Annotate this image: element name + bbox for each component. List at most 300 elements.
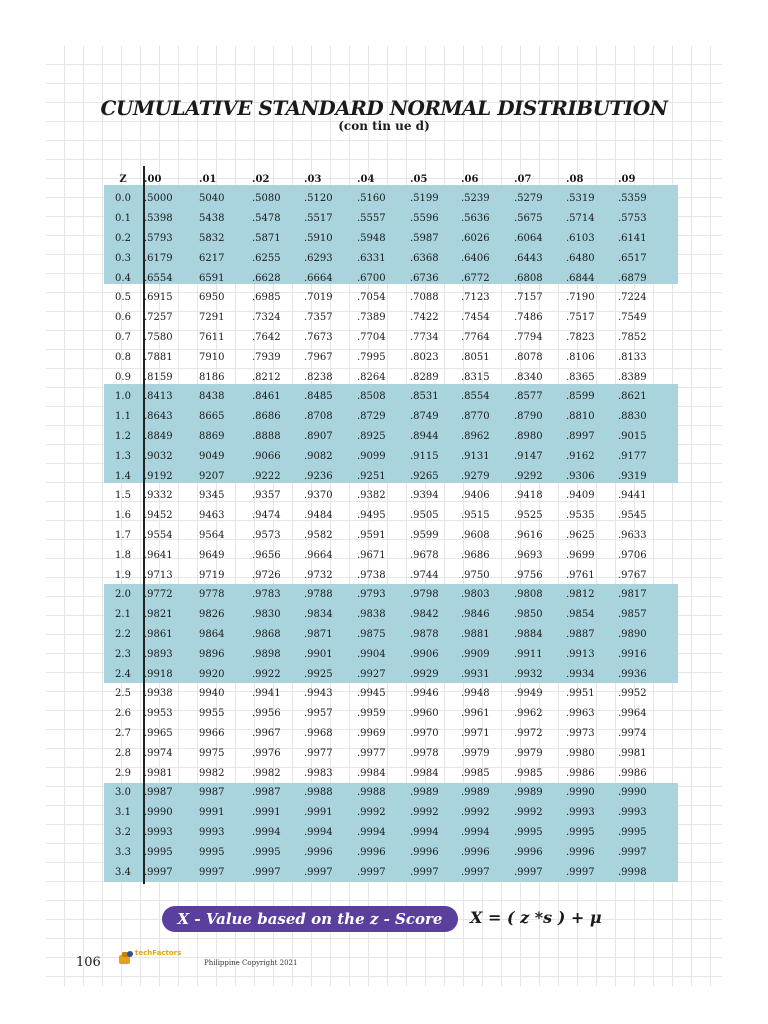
- probability-cell: .9941: [252, 688, 281, 699]
- table-row: [104, 427, 678, 446]
- probability-cell: .9995: [566, 827, 595, 838]
- table-row: [104, 387, 678, 406]
- probability-cell: .8238: [304, 372, 333, 383]
- probability-cell: .9993: [144, 827, 173, 838]
- table-row: [104, 724, 678, 743]
- table-row: [104, 566, 678, 585]
- probability-cell: .9992: [357, 807, 386, 818]
- column-header: .09: [618, 174, 636, 185]
- probability-cell: .9971: [461, 728, 490, 739]
- probability-cell: .9922: [252, 669, 281, 680]
- probability-cell: .9177: [618, 451, 647, 462]
- probability-cell: .7939: [252, 352, 281, 363]
- probability-cell: .9996: [357, 847, 386, 858]
- probability-cell: .9633: [618, 530, 647, 541]
- table-row: [104, 605, 678, 624]
- probability-cell: .6443: [514, 253, 543, 264]
- table-row: [104, 447, 678, 466]
- probability-cell: .9976: [252, 748, 281, 759]
- probability-cell: .5199: [410, 193, 439, 204]
- probability-cell: .7642: [252, 332, 281, 343]
- probability-cell: .9868: [252, 629, 281, 640]
- probability-cell: .8686: [252, 411, 281, 422]
- probability-cell: .9997: [566, 867, 595, 878]
- probability-cell: .9984: [410, 768, 439, 779]
- probability-cell: .5596: [410, 213, 439, 224]
- probability-cell: .9979: [514, 748, 543, 759]
- probability-cell: .5000: [144, 193, 173, 204]
- probability-cell: .9997: [252, 867, 281, 878]
- probability-cell: .9983: [304, 768, 333, 779]
- z-value: 2.1: [115, 609, 131, 620]
- column-header: .06: [461, 174, 479, 185]
- probability-cell: .9222: [252, 471, 281, 482]
- probability-cell: 5040: [199, 193, 225, 204]
- probability-cell: .9995: [144, 847, 173, 858]
- probability-cell: .8389: [618, 372, 647, 383]
- probability-cell: .9994: [410, 827, 439, 838]
- table-row: [104, 368, 678, 387]
- column-header: .03: [304, 174, 322, 185]
- probability-cell: .9830: [252, 609, 281, 620]
- probability-cell: .9803: [461, 589, 490, 600]
- probability-cell: .9994: [304, 827, 333, 838]
- probability-cell: 8665: [199, 411, 225, 422]
- probability-cell: .8708: [304, 411, 333, 422]
- probability-cell: .9761: [566, 570, 595, 581]
- probability-cell: .9998: [618, 867, 647, 878]
- probability-cell: .8577: [514, 391, 543, 402]
- probability-cell: .7794: [514, 332, 543, 343]
- probability-cell: 6591: [199, 273, 225, 284]
- probability-cell: .9911: [514, 649, 543, 660]
- probability-cell: .9032: [144, 451, 173, 462]
- logo-text: techFactors: [135, 949, 182, 957]
- probability-cell: .9505: [410, 510, 439, 521]
- probability-cell: .9265: [410, 471, 439, 482]
- probability-cell: .6255: [252, 253, 281, 264]
- probability-cell: .6026: [461, 233, 490, 244]
- page-title: CUMULATIVE STANDARD NORMAL DISTRIBUTION: [100, 96, 668, 120]
- probability-cell: 9975: [199, 748, 225, 759]
- probability-cell: .8106: [566, 352, 595, 363]
- probability-cell: .9732: [304, 570, 333, 581]
- probability-cell: .9616: [514, 530, 543, 541]
- table-row: [104, 783, 678, 802]
- probability-cell: .9671: [357, 550, 386, 561]
- z-value: 2.5: [115, 688, 131, 699]
- probability-cell: .9977: [357, 748, 386, 759]
- probability-cell: .8023: [410, 352, 439, 363]
- probability-cell: .9678: [410, 550, 439, 561]
- probability-cell: .9989: [461, 787, 490, 798]
- probability-cell: .7422: [410, 312, 439, 323]
- probability-cell: 6217: [199, 253, 225, 264]
- probability-cell: .9988: [304, 787, 333, 798]
- probability-cell: .9821: [144, 609, 173, 620]
- probability-cell: .8830: [618, 411, 647, 422]
- probability-cell: .8790: [514, 411, 543, 422]
- probability-cell: .9992: [461, 807, 490, 818]
- probability-cell: .8413: [144, 391, 173, 402]
- probability-cell: .7881: [144, 352, 173, 363]
- z-value: 1.1: [115, 411, 131, 422]
- probability-cell: .9788: [304, 589, 333, 600]
- probability-cell: .9952: [618, 688, 647, 699]
- probability-cell: .5517: [304, 213, 333, 224]
- table-row: [104, 189, 678, 208]
- probability-cell: .9957: [304, 708, 333, 719]
- probability-cell: .7580: [144, 332, 173, 343]
- probability-cell: .9881: [461, 629, 490, 640]
- z-value: 0.0: [115, 193, 131, 204]
- table-row: [104, 704, 678, 723]
- probability-cell: .9115: [410, 451, 439, 462]
- z-value: 1.7: [115, 530, 131, 541]
- probability-cell: .7357: [304, 312, 333, 323]
- probability-cell: .9987: [144, 787, 173, 798]
- probability-cell: .9015: [618, 431, 647, 442]
- probability-cell: .9452: [144, 510, 173, 521]
- probability-cell: .9918: [144, 669, 173, 680]
- probability-cell: .5910: [304, 233, 333, 244]
- z-value: 3.0: [115, 787, 131, 798]
- probability-cell: .9890: [618, 629, 647, 640]
- probability-cell: .9656: [252, 550, 281, 561]
- probability-cell: .9850: [514, 609, 543, 620]
- probability-cell: .9756: [514, 570, 543, 581]
- probability-cell: .9783: [252, 589, 281, 600]
- probability-cell: .9951: [566, 688, 595, 699]
- probability-cell: .9988: [357, 787, 386, 798]
- probability-cell: .9251: [357, 471, 386, 482]
- probability-cell: .9997: [304, 867, 333, 878]
- probability-cell: .7549: [618, 312, 647, 323]
- probability-cell: .9981: [618, 748, 647, 759]
- probability-cell: .8078: [514, 352, 543, 363]
- table-row: [104, 684, 678, 703]
- table-row: [104, 407, 678, 426]
- z-value: 1.2: [115, 431, 131, 442]
- probability-cell: 9564: [199, 530, 225, 541]
- probability-cell: 9778: [199, 589, 225, 600]
- probability-cell: .7995: [357, 352, 386, 363]
- probability-cell: .6772: [461, 273, 490, 284]
- probability-cell: .9798: [410, 589, 439, 600]
- probability-cell: .9693: [514, 550, 543, 561]
- column-header: .02: [252, 174, 270, 185]
- probability-cell: .9996: [461, 847, 490, 858]
- probability-cell: 9966: [199, 728, 225, 739]
- probability-cell: 9955: [199, 708, 225, 719]
- probability-cell: .9484: [304, 510, 333, 521]
- probability-cell: .9990: [144, 807, 173, 818]
- table-row: [104, 863, 678, 882]
- table-row: [104, 229, 678, 248]
- probability-cell: .7517: [566, 312, 595, 323]
- probability-cell: .9162: [566, 451, 595, 462]
- z-value: 1.0: [115, 391, 131, 402]
- probability-cell: .9082: [304, 451, 333, 462]
- probability-cell: .9686: [461, 550, 490, 561]
- probability-cell: .9744: [410, 570, 439, 581]
- probability-cell: 5832: [199, 233, 225, 244]
- probability-cell: .5714: [566, 213, 595, 224]
- table-row: [104, 348, 678, 367]
- probability-cell: .5871: [252, 233, 281, 244]
- probability-cell: .6517: [618, 253, 647, 264]
- probability-cell: .9969: [357, 728, 386, 739]
- z-value: 1.6: [115, 510, 131, 521]
- probability-cell: .9713: [144, 570, 173, 581]
- probability-cell: .9332: [144, 490, 173, 501]
- probability-cell: 9864: [199, 629, 225, 640]
- probability-cell: 7611: [199, 332, 225, 343]
- table-header-row: [104, 170, 678, 189]
- probability-cell: .6141: [618, 233, 647, 244]
- formula-equation: X = ( z *s ) + μ: [470, 908, 602, 927]
- probability-cell: 9997: [199, 867, 225, 878]
- z-value: 2.3: [115, 649, 131, 660]
- probability-cell: .7673: [304, 332, 333, 343]
- probability-cell: .9989: [410, 787, 439, 798]
- probability-cell: .9927: [357, 669, 386, 680]
- table-row: [104, 823, 678, 842]
- probability-cell: 9920: [199, 669, 225, 680]
- probability-cell: .9916: [618, 649, 647, 660]
- probability-cell: 6950: [199, 292, 225, 303]
- probability-cell: .8264: [357, 372, 386, 383]
- probability-cell: .8621: [618, 391, 647, 402]
- table-row: [104, 506, 678, 525]
- probability-cell: .9984: [357, 768, 386, 779]
- table-row: [104, 744, 678, 763]
- column-header: .05: [410, 174, 428, 185]
- column-header: .00: [144, 174, 162, 185]
- probability-cell: 9993: [199, 827, 225, 838]
- probability-cell: .9382: [357, 490, 386, 501]
- probability-cell: .9904: [357, 649, 386, 660]
- probability-cell: .5080: [252, 193, 281, 204]
- z-value: 0.9: [115, 372, 131, 383]
- probability-cell: .9991: [304, 807, 333, 818]
- probability-cell: .7088: [410, 292, 439, 303]
- table-row: [104, 249, 678, 268]
- probability-cell: .9962: [514, 708, 543, 719]
- probability-cell: .8997: [566, 431, 595, 442]
- probability-cell: .5557: [357, 213, 386, 224]
- probability-cell: .5239: [461, 193, 490, 204]
- formula-label: X - Value based on the z - Score: [177, 910, 443, 928]
- probability-cell: .9996: [304, 847, 333, 858]
- table-row: [104, 209, 678, 228]
- probability-cell: .9964: [618, 708, 647, 719]
- probability-cell: .9986: [618, 768, 647, 779]
- probability-cell: .9986: [566, 768, 595, 779]
- probability-cell: .6700: [357, 273, 386, 284]
- probability-cell: .9906: [410, 649, 439, 660]
- probability-cell: .9066: [252, 451, 281, 462]
- probability-cell: 9463: [199, 510, 225, 521]
- probability-cell: .9992: [514, 807, 543, 818]
- probability-cell: .6064: [514, 233, 543, 244]
- z-value: 2.6: [115, 708, 131, 719]
- probability-cell: 9896: [199, 649, 225, 660]
- probability-cell: 7910: [199, 352, 225, 363]
- probability-cell: .9772: [144, 589, 173, 600]
- probability-cell: .7704: [357, 332, 386, 343]
- probability-cell: 7291: [199, 312, 225, 323]
- probability-cell: .9997: [410, 867, 439, 878]
- z-value: 1.4: [115, 471, 131, 482]
- probability-cell: .9987: [252, 787, 281, 798]
- z-value: 2.4: [115, 669, 131, 680]
- probability-cell: .8461: [252, 391, 281, 402]
- probability-cell: .9989: [514, 787, 543, 798]
- probability-cell: .9319: [618, 471, 647, 482]
- table-row: [104, 328, 678, 347]
- probability-cell: .9861: [144, 629, 173, 640]
- probability-cell: .9554: [144, 530, 173, 541]
- probability-cell: .9893: [144, 649, 173, 660]
- z-value: 0.5: [115, 292, 131, 303]
- probability-cell: .9996: [410, 847, 439, 858]
- probability-cell: .5636: [461, 213, 490, 224]
- probability-cell: .9938: [144, 688, 173, 699]
- z-value: 0.1: [115, 213, 131, 224]
- probability-cell: .9997: [357, 867, 386, 878]
- probability-cell: .6844: [566, 273, 595, 284]
- probability-cell: .8051: [461, 352, 490, 363]
- probability-cell: .9996: [514, 847, 543, 858]
- probability-cell: .6808: [514, 273, 543, 284]
- z-value: 3.2: [115, 827, 131, 838]
- probability-cell: .9997: [618, 847, 647, 858]
- probability-cell: .6480: [566, 253, 595, 264]
- probability-cell: .6331: [357, 253, 386, 264]
- publisher-logo: [117, 947, 197, 971]
- probability-cell: .7123: [461, 292, 490, 303]
- probability-cell: .8944: [410, 431, 439, 442]
- table-row: [104, 486, 678, 505]
- probability-cell: .9965: [144, 728, 173, 739]
- z-value: 2.2: [115, 629, 131, 640]
- probability-cell: .9599: [410, 530, 439, 541]
- probability-cell: .6406: [461, 253, 490, 264]
- probability-cell: .9993: [566, 807, 595, 818]
- probability-cell: 9826: [199, 609, 225, 620]
- probability-cell: .5279: [514, 193, 543, 204]
- probability-cell: .6736: [410, 273, 439, 284]
- probability-cell: .9979: [461, 748, 490, 759]
- probability-cell: .9990: [566, 787, 595, 798]
- probability-cell: .9418: [514, 490, 543, 501]
- probability-cell: .7019: [304, 292, 333, 303]
- probability-cell: .9974: [144, 748, 173, 759]
- z-value: 0.4: [115, 273, 131, 284]
- probability-cell: 8869: [199, 431, 225, 442]
- probability-cell: .9884: [514, 629, 543, 640]
- probability-cell: 9991: [199, 807, 225, 818]
- probability-cell: .9812: [566, 589, 595, 600]
- z-value: 2.9: [115, 768, 131, 779]
- probability-cell: .5398: [144, 213, 173, 224]
- probability-cell: .9474: [252, 510, 281, 521]
- table-row: [104, 803, 678, 822]
- probability-cell: .9994: [461, 827, 490, 838]
- probability-cell: .7764: [461, 332, 490, 343]
- probability-cell: 5438: [199, 213, 225, 224]
- probability-cell: .9699: [566, 550, 595, 561]
- probability-cell: .9974: [618, 728, 647, 739]
- probability-cell: .6368: [410, 253, 439, 264]
- probability-cell: .9994: [357, 827, 386, 838]
- probability-cell: .7257: [144, 312, 173, 323]
- probability-cell: .9535: [566, 510, 595, 521]
- probability-cell: .9767: [618, 570, 647, 581]
- probability-cell: .9582: [304, 530, 333, 541]
- probability-cell: .9992: [410, 807, 439, 818]
- probability-cell: .9394: [410, 490, 439, 501]
- probability-cell: .9357: [252, 490, 281, 501]
- table-row: [104, 764, 678, 783]
- probability-cell: .9995: [618, 827, 647, 838]
- probability-cell: .8315: [461, 372, 490, 383]
- probability-cell: .9857: [618, 609, 647, 620]
- probability-cell: .9441: [618, 490, 647, 501]
- probability-cell: .9875: [357, 629, 386, 640]
- probability-cell: .5948: [357, 233, 386, 244]
- probability-cell: .9878: [410, 629, 439, 640]
- probability-cell: .7734: [410, 332, 439, 343]
- probability-cell: .6879: [618, 273, 647, 284]
- probability-cell: .9968: [304, 728, 333, 739]
- probability-cell: .9817: [618, 589, 647, 600]
- table-row: [104, 665, 678, 684]
- probability-cell: .9997: [461, 867, 490, 878]
- probability-cell: .9981: [144, 768, 173, 779]
- probability-cell: .8729: [357, 411, 386, 422]
- probability-cell: .5753: [618, 213, 647, 224]
- column-header: .01: [199, 174, 217, 185]
- z-value: 0.2: [115, 233, 131, 244]
- probability-cell: .6628: [252, 273, 281, 284]
- probability-cell: .9936: [618, 669, 647, 680]
- z-value: 3.3: [115, 847, 131, 858]
- probability-cell: .9978: [410, 748, 439, 759]
- probability-cell: .9236: [304, 471, 333, 482]
- table-row: [104, 269, 678, 288]
- column-header: .08: [566, 174, 584, 185]
- probability-cell: .8485: [304, 391, 333, 402]
- probability-cell: .9925: [304, 669, 333, 680]
- probability-cell: .9929: [410, 669, 439, 680]
- probability-cell: .9946: [410, 688, 439, 699]
- probability-cell: .9932: [514, 669, 543, 680]
- column-header: .04: [357, 174, 375, 185]
- probability-cell: .9996: [566, 847, 595, 858]
- probability-cell: .9982: [252, 768, 281, 779]
- probability-cell: .9545: [618, 510, 647, 521]
- probability-cell: .6179: [144, 253, 173, 264]
- probability-cell: .5793: [144, 233, 173, 244]
- probability-cell: 9649: [199, 550, 225, 561]
- probability-cell: .8340: [514, 372, 543, 383]
- probability-cell: .9846: [461, 609, 490, 620]
- probability-cell: .9591: [357, 530, 386, 541]
- probability-cell: .9985: [461, 768, 490, 779]
- probability-cell: .6293: [304, 253, 333, 264]
